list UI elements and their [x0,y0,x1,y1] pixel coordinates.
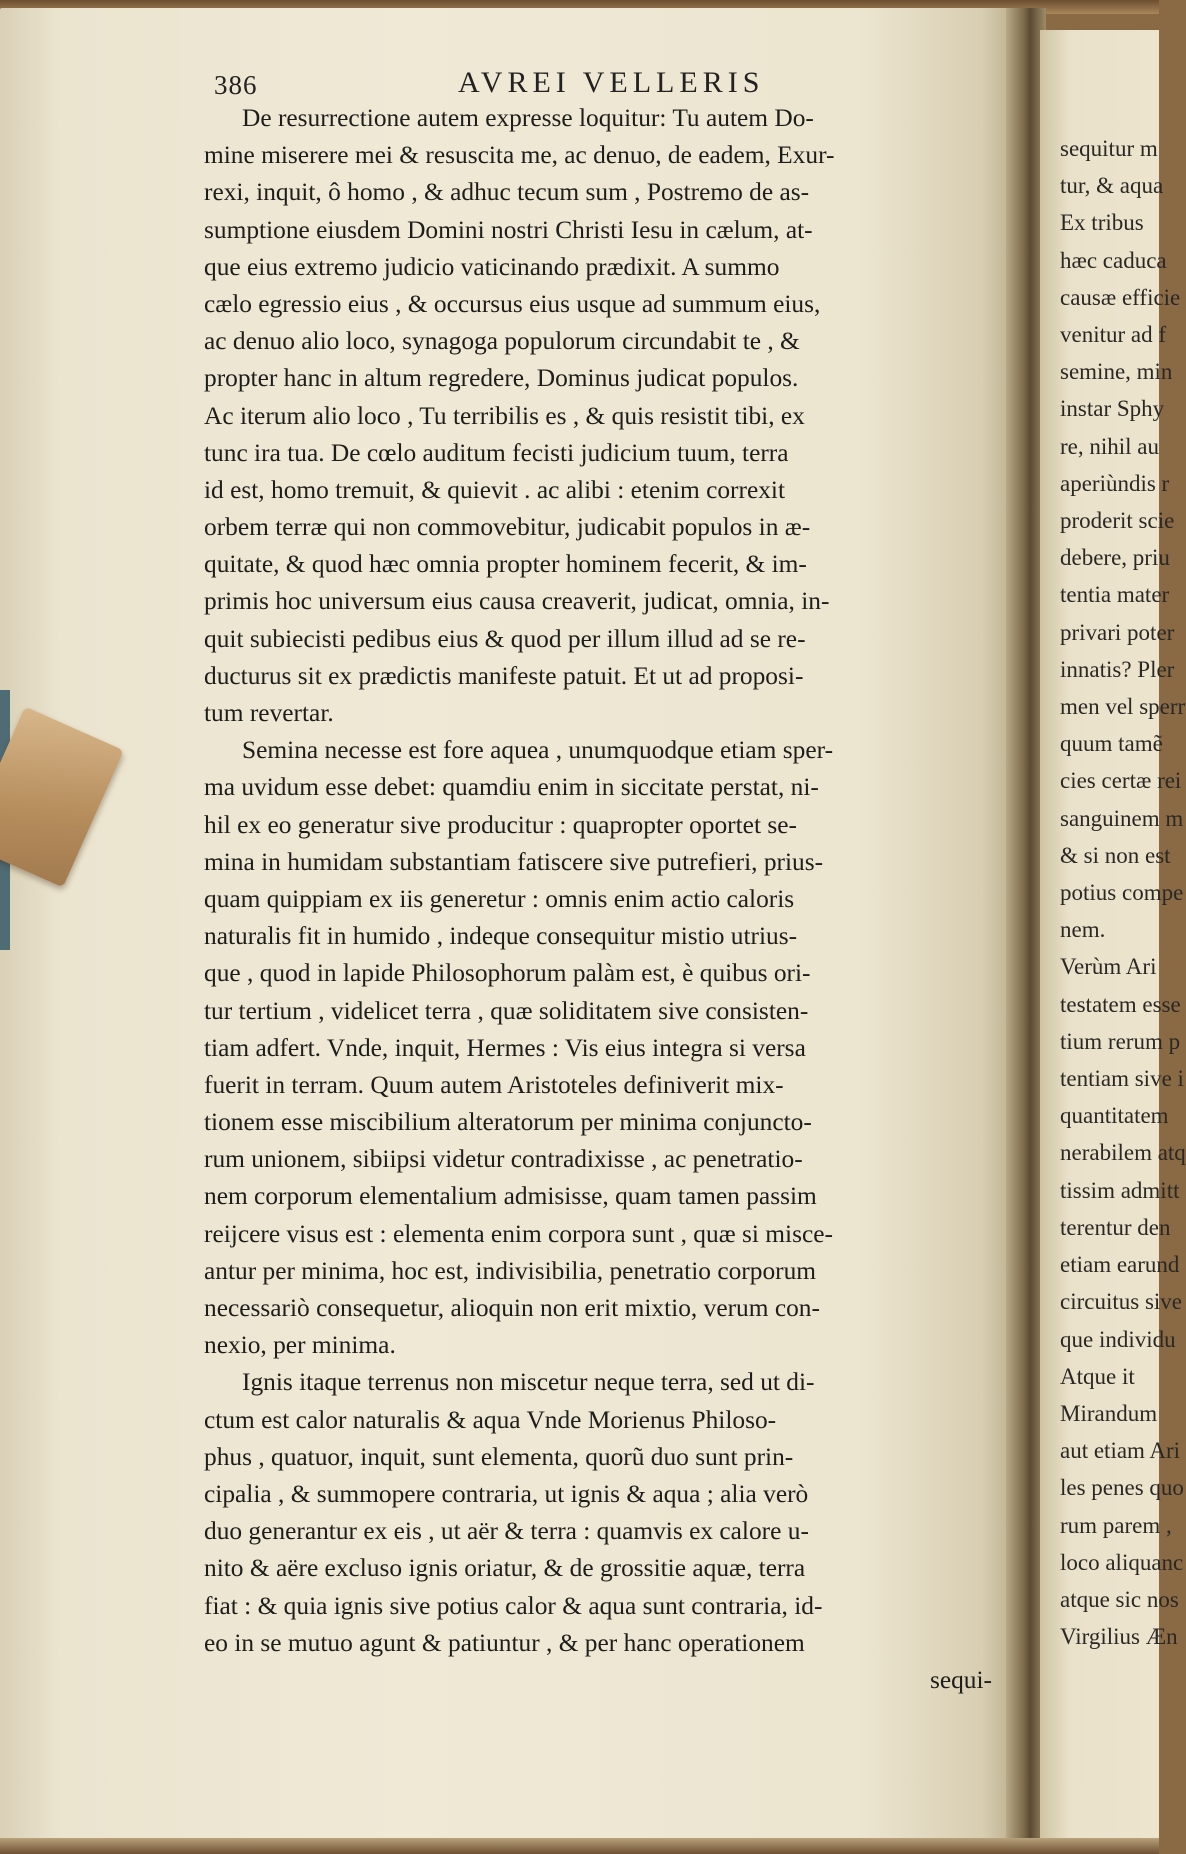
right-text-line: testatem esse [1060,991,1181,1017]
right-text-line: Ex tribus [1060,210,1144,236]
right-text-line: tentia mater [1060,582,1170,608]
right-text-line: innatis? Pler [1060,656,1175,682]
text-line: duo generantur ex eis , ut aër & terra : quamvis ex calore u- [204,1517,809,1546]
right-text-line: sequitur m [1060,136,1158,161]
right-text-line: terentur den [1060,1214,1171,1240]
right-text-line: aperiùndis r [1060,470,1170,496]
text-line: quam quippiam ex iis generetur : omnis enim actio caloris [204,884,795,913]
right-text-line: tissim admitt [1060,1177,1180,1203]
text-line: nem corporum elementalium admisisse, quam tamen passim [204,1182,817,1211]
text-line: quit subiecisti pedibus eius & quod per illum illud ad se re- [204,624,806,653]
text-line: tur tertium , videlicet terra , quæ soliditatem sive consisten- [204,996,809,1025]
right-text-line: les penes quo [1060,1475,1184,1501]
right-text-line: rum parem , [1060,1512,1172,1538]
text-line: De resurrectione autem expresse loquitur: Tu autem Do- [242,104,814,132]
text-line: cælo egressio eius , & occursus eius usque ad summum eius, [204,289,821,318]
text-line: naturalis fit in humido , indeque consequitur mistio utrius- [204,922,798,951]
text-line: tum revertar. [204,699,334,727]
text-line: que eius extremo judicio vaticinando prædixit. A summo [204,252,780,281]
text-line: sequi- [929,1665,992,1694]
right-text-line: venitur ad f [1060,322,1167,348]
text-line: necessariò consequetur, alioquin non erit mixtio, verum con- [204,1294,820,1322]
text-line: ctum est calor naturalis & aqua Vnde Morienus Philoso- [204,1405,777,1434]
book-bottom-edge [0,1838,1159,1854]
right-text-line: quantitatem [1060,1103,1169,1129]
right-text-line: semine, min [1060,359,1173,385]
right-text-line: proderit scie [1060,508,1175,534]
text-line: Ac iterum alio loco , Tu terribilis es , & quis resistit tibi, ex [204,401,805,430]
right-text-line: causæ efficie [1060,284,1181,310]
right-text-line: re, nihil au [1060,433,1159,459]
right-text-line: Verùm Ari [1060,954,1157,980]
right-text-line: atque sic nos [1060,1586,1179,1612]
right-text-line: Virgilius Æn [1060,1624,1178,1650]
text-line: mina in humidam substantiam fatiscere sive putrefieri, prius- [204,847,824,876]
text-line: mine miserere mei & resuscita me, ac denuo, de eadem, Exur- [204,141,835,170]
right-text-line: tur, & aqua [1060,173,1164,199]
right-page [1040,30,1186,1838]
text-line: tunc ira tua. De cœlo auditum fecisti judicium tuum, terra [204,438,789,467]
right-text-line: Mirandum [1060,1400,1158,1426]
text-line: ac denuo alio loco, synagoga populorum circundabit te , & [204,327,800,356]
text-line: Semina necesse est fore aquea , unumquodque etiam sper- [242,736,834,765]
text-line: quitate, & quod hæc omnia propter hominem fecerit, & im- [204,550,807,579]
right-text-line: loco aliquanc [1060,1549,1184,1575]
text-line: ducturus sit ex prædictis manifeste patuit. Et ut ad proposi- [204,661,804,690]
right-page-text [1060,130,1186,1655]
right-text-line: potius compe [1060,880,1184,906]
text-line: que , quod in lapide Philosophorum palàm est, è quibus ori- [204,959,811,988]
right-text-line: sanguinem m [1060,805,1184,831]
text-line: phus , quatuor, inquit, sunt elementa, quorũ duo sunt prin- [204,1442,794,1471]
right-text-line: debere, priu [1060,545,1170,571]
text-line: fiat : & quia ignis sive potius calor & aqua sunt contraria, id- [204,1591,823,1620]
text-line: tiam adfert. Vnde, inquit, Hermes : Vis eius integra si versa [204,1033,806,1062]
right-text-line: cies certæ rei [1060,768,1182,794]
page-number: 386 [214,70,258,100]
right-text-line: tentiam sive i [1060,1066,1184,1092]
text-line: nexio, per minima. [204,1331,396,1360]
right-text-line: privari poter [1060,619,1175,645]
text-line: orbem terræ qui non commovebitur, judicabit populos in æ- [204,513,811,542]
right-text-line: men vel sperr [1060,694,1186,720]
left-page-text [204,100,1010,1699]
text-line: reijcere visus est : elementa enim corpora sunt , quæ si misce- [204,1219,833,1248]
right-text-line: quum tamẽ [1060,731,1163,757]
text-line: ma uvidum esse debet: quamdiu enim in siccitate perstat, ni- [204,773,819,802]
right-text-line: nem. [1060,917,1106,943]
right-text-line: Atque it [1060,1363,1135,1389]
right-text-line: instar Sphy [1060,396,1165,422]
right-text-line: aut etiam Ari [1060,1438,1181,1464]
text-line: antur per minima, hoc est, indivisibilia, penetratio corporum [204,1256,817,1285]
text-line: sumptione eiusdem Domini nostri Christi Iesu in cælum, at- [204,215,813,244]
text-line: nito & aëre excluso ignis oriatur, & de grossitie aquæ, terra [204,1554,806,1583]
right-text-line: etiam earund [1060,1252,1180,1278]
text-line: fuerit in terram. Quum autem Aristoteles definiverit mix- [204,1070,784,1099]
right-text-line: & si non est [1060,842,1171,868]
text-line: tionem esse miscibilium alteratorum per minima conjuncto- [204,1108,812,1137]
text-line: cipalia , & summopere contraria, ut ignis & aqua ; alia verò [204,1479,809,1508]
text-line: hil ex eo generatur sive producitur : quapropter oportet se- [204,810,797,839]
right-text-line: hæc caduca [1060,247,1167,273]
right-text-line: tium rerum p [1060,1028,1181,1054]
text-line: primis hoc universum eius causa creaverit, judicat, omnia, in- [204,587,830,616]
right-text-line: nerabilem atq [1060,1140,1186,1166]
text-line: id est, homo tremuit, & quievit . ac alibi : etenim correxit [204,475,786,504]
text-line: rum unionem, sibiipsi videtur contradixisse , ac penetratio- [204,1145,803,1174]
text-line: rexi, inquit, ô homo , & adhuc tecum sum , Postremo de as- [204,178,810,207]
right-text-line: que individu [1060,1326,1176,1352]
text-line: propter hanc in altum regredere, Dominus judicat populos. [204,364,799,393]
running-title: AVREI VELLERIS [458,66,765,99]
right-text-line: circuitus sive [1060,1289,1182,1315]
text-line: eo in se mutuo agunt & patiuntur , & per hanc operationem [204,1628,805,1657]
text-line: Ignis itaque terrenus non miscetur neque terra, sed ut di- [242,1368,815,1397]
